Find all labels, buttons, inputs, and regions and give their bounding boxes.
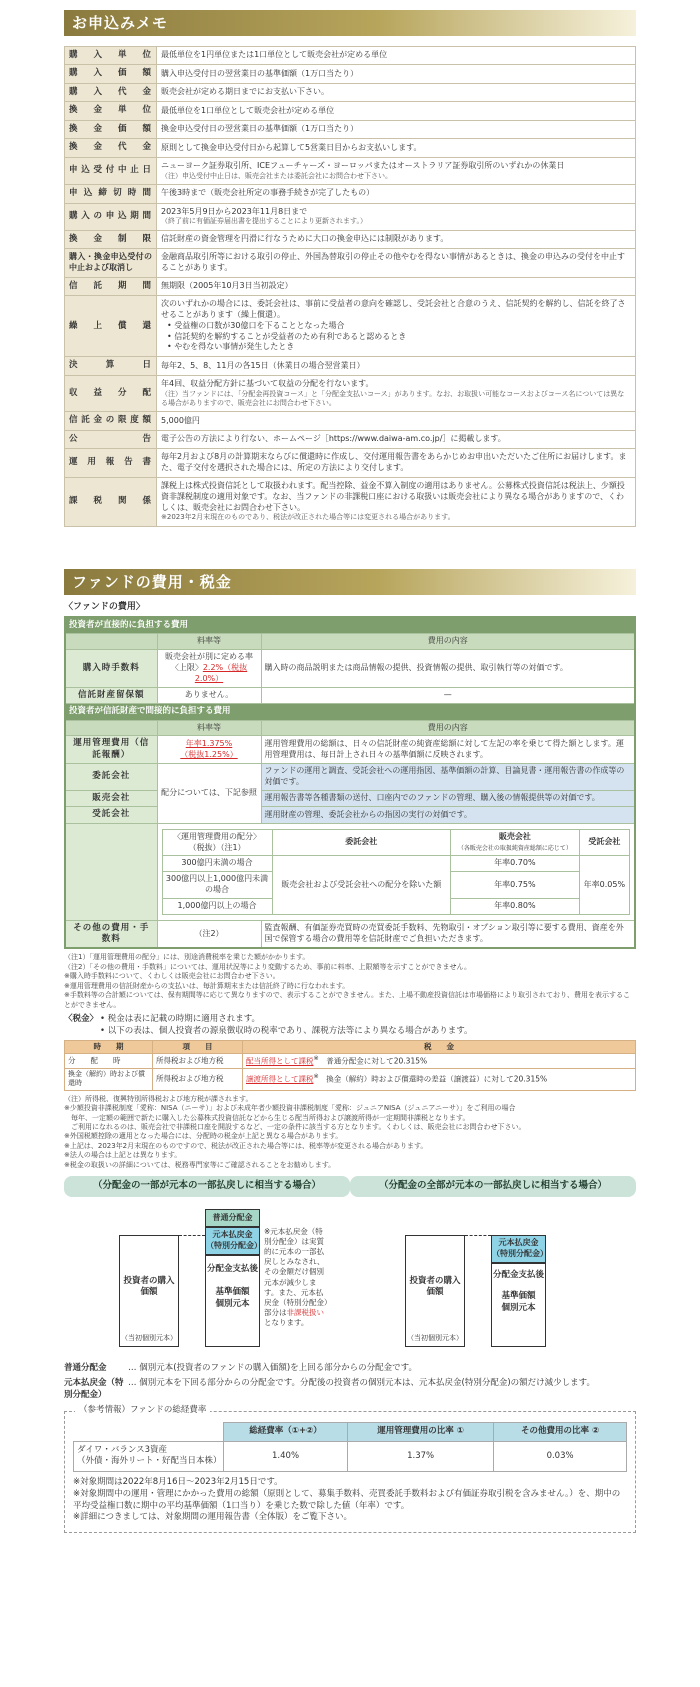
diagram-full: （分配金の全部が元本の一部払戻しに相当する場合） 投資者の購入価額 （当初個別元本） 元本払戻金（特別分配金） 分配金支払後 基準価額 個別元本: [350, 1176, 636, 1357]
fund-name: ダイワ・バランス3資産 （外債・海外リート・好配当日本株）: [74, 1441, 224, 1471]
memo-value: 金融商品取引所等における取引の停止、外国為替取引の停止その他やむを得ない事情があるときは、換金の申込みの受付を中止することがあります。: [157, 249, 636, 278]
alloc-table: [162, 829, 631, 915]
memo-value: ニューヨーク証券取引所、ICEフューチャーズ・ヨーロッパまたはオーストラリア証券取引所のいずれかの休業日 （注）申込受付中止日は、販売会社または委託会社にお問合わせ下さい。: [157, 157, 636, 184]
reserve-label: 信託財産留保額: [65, 687, 157, 703]
memo-note: （注）申込受付中止日は、販売会社または委託会社にお問合わせ下さい。: [161, 171, 392, 180]
tax-intro: 〈税金〉 • 税金は表に記載の時期に適用されます。 • 以下の表は、個人投資者の源泉徴収時の税率であり、課税方法等により異なる場合があります。: [64, 1014, 473, 1036]
alloc-trust-merged: 販売会社および受託会社への配分を除いた額: [272, 856, 451, 914]
right-refund-box: 元本払戻金（特別分配金）: [491, 1235, 546, 1263]
left-before-box: 投資者の購入価額 （当初個別元本）: [119, 1235, 179, 1347]
mgmt-content: 運用管理費用の総額は、日々の信託財産の純資産総額に対して左記の率を乗じて得た額とします。運用管理費用は、毎日計上され日々の基準価額に反映されます。: [261, 736, 635, 764]
memo-row: [65, 412, 636, 430]
reserve-content: —: [261, 687, 635, 703]
memo-row: [65, 203, 636, 230]
parties-rate: 配分については、下記参照: [157, 764, 261, 824]
memo-table: [64, 46, 636, 527]
memo-label: 課税関係: [65, 477, 157, 526]
tax-table: 時 期 項 目 税 金 分 配 時 所得税および地方税 配当所得として課税※ 普通分配金に対して20.315% 換金（解約）時および償還時 所得税および地方税 譲渡所得として課税※ 換金（解約）時および償還時の差益（譲渡益）に対して20.315%: [64, 1040, 636, 1091]
other-content: 監査報酬、有価証券売買時の売買委託手数料、先物取引・オプション取引等に要する費用、資産を外国で保管する場合の費用等を信託財産でご負担いただきます。: [261, 920, 635, 948]
memo-label: 購入価額: [65, 65, 157, 83]
memo-value: 午後3時まで（販売会社所定の事務手続きが完了したもの）: [157, 185, 636, 203]
fees-sub-label: 〈ファンドの費用〉: [64, 601, 145, 612]
memo-label: 決算日: [65, 357, 157, 375]
alloc-tier-2: 1,000億円以上の場合: [162, 898, 272, 914]
memo-bullet: • やむを得ない事情が発生したとき: [167, 342, 295, 352]
purchase-label: 購入時手数料: [65, 650, 157, 687]
memo-value: 販売会社が定める期日までにお支払い下さい。: [157, 83, 636, 101]
memo-label: 購入単位: [65, 47, 157, 65]
memo-label: 換金制限: [65, 230, 157, 248]
party-content-1: 運用報告書等各種書類の送付、口座内でのファンドの管理、購入後の情報提供等の対価です。: [261, 790, 635, 806]
memo-row: [65, 477, 636, 526]
memo-label: 換金単位: [65, 102, 157, 120]
right-before-box: 投資者の購入価額 （当初個別元本）: [405, 1235, 465, 1347]
memo-value: 年4回、収益分配方針に基づいて収益の分配を行ないます。 （注）当ファンドには、「分配金再投資コース」と「分配金支払いコース」があります。なお、お取扱い可能なコースおよびコース名については異なる場合がありますので、販売会社にお問合わせ下さい。: [157, 375, 636, 412]
distribution-definitions: 普通分配金 … 個別元本(投資者のファンドの購入価額)を上回る部分からの分配金です。 元本払戻金（特別分配金） … 個別元本を下回る部分からの分配金です。分配後の投資者の個別元本は、元本払戻金(特別分配金)の額だけ減少します。: [64, 1362, 595, 1400]
memo-bullet: • 信託契約を解約することが受益者のため有利であると認めるとき: [167, 331, 407, 341]
party-content-0: ファンドの運用と調査、受託会社への運用指図、基準価額の計算、目論見書・運用報告書の作成等の対価です。: [261, 764, 635, 791]
alloc-sales-2: 年率0.80%: [451, 898, 580, 914]
other-rate: （注2）: [157, 920, 261, 948]
memo-row: [65, 357, 636, 375]
memo-label: 購入の申込期間: [65, 203, 157, 230]
tax-when-1: 換金（解約）時および償還時: [65, 1068, 153, 1090]
tax-item-0: 所得税および地方税: [153, 1054, 243, 1069]
col-rate: 料率等: [157, 634, 261, 650]
memo-value: 毎年2、5、8、11月の各15日（休業日の場合翌営業日）: [157, 357, 636, 375]
memo-row: [65, 65, 636, 83]
memo-label: 購入代金: [65, 83, 157, 101]
alloc-sales-1: 年率0.75%: [451, 872, 580, 899]
memo-note: （終了前に有価証券届出書を提出することにより更新されます。）: [161, 217, 367, 226]
memo-label: 繰上償還: [65, 296, 157, 357]
party-label-0: 委託会社: [65, 764, 157, 791]
alloc-trustee: 年率0.05%: [579, 856, 629, 914]
memo-label: 換金代金: [65, 139, 157, 157]
memo-heading: お申込みメモ: [64, 10, 636, 36]
memo-row: [65, 83, 636, 101]
memo-row: [65, 430, 636, 448]
memo-label: 信託期間: [65, 277, 157, 295]
alloc-h4: 受託会社: [579, 829, 629, 856]
party-label-1: 販売会社: [65, 790, 157, 806]
col-content-2: 費用の内容: [261, 720, 635, 736]
memo-value: 5,000億円: [157, 412, 636, 430]
memo-value: 無期限（2005年10月3日当初設定）: [157, 277, 636, 295]
mgmt-label: 運用管理費用（信託報酬）: [65, 736, 157, 764]
memo-value: 電子公告の方法により行ない、ホームページ［https://www.daiwa-am.co.jp/］に掲載します。: [157, 430, 636, 448]
fee-table: [64, 616, 636, 950]
expense-ratio-notes: ※対象期間は2022年8月16日～2023年2月15日です。 ※対象期間中の運用・管理にかかった費用の総額（原則として、募集手数料、売買委託手数料および有価証券取引税を含みません。）を、期中の平均受益権口数に期中の平均基準価額（1口当り）を乗じた数で除した値（年率）です。 ※詳細につきましては、対象期間の運用報告書（全体版）をご覧下さい。: [73, 1476, 621, 1523]
memo-label: 換金価額: [65, 120, 157, 138]
fee-notes: （注1）「運用管理費用の配分」には、別途消費税率を乗じた額がかかります。 （注2）「その他の費用・手数料」については、運用状況等により変動するため、事前に料率、上限額等を示すことができません。 ※購入時手数料について、くわしくは販売会社にお問合わせ下さい。 ※運用管理費用の信託財産からの支払いは、毎計算期末または信託終了時に行なわれます。 ※手数料等の合計額については、保有期間等に応じて異なりますので、表示することができません。また、上場不動産投資信託は市場価格により取引されており、費用を表示することができません。: [64, 953, 631, 1009]
memo-label: 運用報告書: [65, 449, 157, 478]
diagram-partial: （分配金の一部が元本の一部払戻しに相当する場合） 投資者の購入価額 （当初個別元本） 普通分配金 元本払戻金（特別分配金） 分配金支払後 基準価額 個別元本 ※元本払戻金（特別分配金）は実質的に元本の一部払戻しとみなされ、その金額だけ個別元本が減少します。また、元本払戻金（特別分配金）部分は非課税扱いとなります。: [64, 1176, 350, 1357]
right-after-box: 分配金支払後 基準価額 個別元本: [491, 1263, 546, 1347]
memo-row: [65, 120, 636, 138]
left-ordinary-box: 普通分配金: [205, 1209, 260, 1227]
tax-desc-1: 譲渡所得として課税※ 換金（解約）時および償還時の差益（譲渡益）に対して20.315%: [243, 1068, 636, 1090]
memo-value: 最低単位を1円単位または1口単位として販売会社が定める単位: [157, 47, 636, 65]
col-content: 費用の内容: [261, 634, 635, 650]
memo-row: [65, 277, 636, 295]
memo-value: 最低単位を1口単位として販売会社が定める単位: [157, 102, 636, 120]
party-content-2: 運用財産の管理、委託会社からの指図の実行の対価です。: [261, 807, 635, 823]
alloc-tier-0: 300億円未満の場合: [162, 856, 272, 872]
memo-note: （注）当ファンドには、「分配金再投資コース」と「分配金支払いコース」があります。なお、お取扱い可能なコースおよびコース名については異なる場合がありますので、販売会社にお問合わせ下さい。: [161, 389, 625, 407]
memo-value: 課税上は株式投資信託として取扱われます。配当控除、益金不算入制度の適用はありません。公募株式投資信託は税法上、少額投資非課税制度の適用対象です。なお、当ファンドの非課税口座における取扱いは販売会社により異なる場合がありますので、くわしくは、販売会社にお問合わせ下さい。 ※2023年2月末現在のものであり、税法が改正された場合等には変更される場合があります。: [157, 477, 636, 526]
tax-desc-0: 配当所得として課税※ 普通分配金に対して20.315%: [243, 1054, 636, 1069]
memo-value: 購入申込受付日の翌営業日の基準価額（1万口当たり）: [157, 65, 636, 83]
memo-label: 購入・換金申込受付の中止および取消し: [65, 249, 157, 278]
memo-value: 換金申込受付日の翌営業日の基準価額（1万口当たり）: [157, 120, 636, 138]
memo-value: 毎年2月および8月の計算期末ならびに償還時に作成し、交付運用報告書をあらかじめお申出いただいたご住所にお届けします。また、電子交付を選択された場合には、所定の方法により交付します。: [157, 449, 636, 478]
purchase-rate-red: 2.2%（税抜2.0%）: [194, 662, 248, 683]
expense-ratio-box: （参考情報）ファンドの総経費率 総経費率（①+②） 運用管理費用の比率 ① その他費用の比率 ② ダイワ・バランス3資産 （外債・海外リート・好配当日本株） 1.40% 1.37% 0.03% ※対象期間は2022年8月16日～2023年2月15日です。 ※対象期間中の運用・管理にかかった費用の総額（原則として、募集手数料、売買委託手数料および有価証券取引税を含みません。）を、期中の平均受益権口数に期中の平均基準価額（1口当り）を乗じた数で除した値（年率）です。 ※詳細につきましては、対象期間の運用報告書（全体版）をご覧下さい。: [64, 1411, 636, 1533]
memo-label: 公告: [65, 430, 157, 448]
col-rate-2: 料率等: [157, 720, 261, 736]
mgmt-rate: 年率1.375% （税抜1.25%）: [157, 736, 261, 764]
memo-value: 原則として換金申込受付日から起算して5営業日目からお支払いします。: [157, 139, 636, 157]
alloc-h1: 〈運用管理費用の配分〉 （税抜）（注1）: [162, 829, 272, 856]
memo-row: [65, 230, 636, 248]
memo-bullet: • 受益権の口数が30億口を下ることとなった場合: [167, 320, 345, 330]
memo-value: 信託財産の資金管理を円滑に行なうために大口の換金申込には制限があります。: [157, 230, 636, 248]
memo-row: [65, 139, 636, 157]
memo-row: [65, 157, 636, 184]
left-side-note: ※元本払戻金（特別分配金）は実質的に元本の一部払戻しとみなされ、その金額だけ個別元本が減少します。また、元本払戻金（特別分配金）部分は非課税扱いとなります。: [264, 1226, 328, 1328]
fees-heading: ファンドの費用・税金: [64, 569, 636, 595]
memo-note: ※2023年2月末現在のものであり、税法が改正された場合等には変更される場合があります。: [161, 513, 455, 522]
memo-row: [65, 449, 636, 478]
expense-ratio-table: 総経費率（①+②） 運用管理費用の比率 ① その他費用の比率 ② ダイワ・バランス3資産 （外債・海外リート・好配当日本株） 1.40% 1.37% 0.03%: [73, 1422, 627, 1471]
tax-when-0: 分 配 時: [65, 1054, 153, 1069]
memo-row: [65, 249, 636, 278]
memo-label: 信託金の限度額: [65, 412, 157, 430]
memo-row: [65, 47, 636, 65]
alloc-tier-1: 300億円以上1,000億円未満の場合: [162, 872, 272, 899]
left-after-box: 分配金支払後 基準価額 個別元本: [205, 1255, 260, 1347]
indirect-bar: 投資者が信託財産で間接的に負担する費用: [65, 704, 635, 720]
alloc-sales-0: 年率0.70%: [451, 856, 580, 872]
purchase-rate: 販売会社が別に定める率 〈上限〉2.2%（税抜2.0%）: [157, 650, 261, 687]
other-ratio: 0.03%: [494, 1441, 627, 1471]
alloc-h3: 販売会社 （各販売会社の取扱純資産総額に応じて）: [451, 829, 580, 856]
memo-label: 申込受付中止日: [65, 157, 157, 184]
memo-value: 2023年5月9日から2023年11月8日まで （終了前に有価証券届出書を提出することにより更新されます。）: [157, 203, 636, 230]
reserve-rate: ありません。: [157, 687, 261, 703]
purchase-content: 購入時の商品説明または商品情報の提供、投資情報の提供、取引執行等の対価です。: [261, 650, 635, 687]
distribution-diagrams: [64, 1176, 636, 1357]
total-ratio: 1.40%: [224, 1441, 348, 1471]
memo-value: 次のいずれかの場合には、委託会社は、事前に受益者の意向を確認し、受託会社と合意のうえ、信託契約を解約し、信託を終了させることがあります（繰上償還）。 • 受益権の口数が30億口を下ることとなった場合 • 信託契約を解約することが受益者のため有利であると認めるとき • やむを得ない事情が発生したとき: [157, 296, 636, 357]
left-refund-box: 元本払戻金（特別分配金）: [205, 1227, 260, 1255]
party-label-2: 受託会社: [65, 807, 157, 823]
memo-row: [65, 102, 636, 120]
memo-label: 申込締切時間: [65, 185, 157, 203]
memo-row: [65, 375, 636, 412]
tax-item-1: 所得税および地方税: [153, 1068, 243, 1090]
mgmt-ratio: 1.37%: [348, 1441, 494, 1471]
memo-label: 収益分配: [65, 375, 157, 412]
other-label: その他の費用・手数料: [65, 920, 157, 948]
tax-notes: （注）所得税、復興特別所得税および地方税が課されます。 ※少額投資非課税制度「愛称：NISA（ニーサ）」および未成年者少額投資非課税制度「愛称：ジュニアNISA（ジュニアニーサ）」をご利用の場合 毎年、一定額の範囲で新たに購入した公募株式投資信託などから生じる配当所得および譲渡所得が一定期間非課税となります。 ご利用になれるのは、販売会社で非課税口座を開設するなど、一定の条件に該当する方となります。くわしくは、販売会社にお問合わせ下さい。 ※外国税額控除の適用となった場合には、分配時の税金が上記と異なる場合があります。 ※上記は、2023年2月末現在のものですので、税法が改正された場合等には、税率等が変更される場合があります。 ※法人の場合は上記とは異なります。 ※税金の取扱いの詳細については、税務専門家等にご確認されることをお勧めします。: [64, 1094, 526, 1169]
alloc-h2: 委託会社: [272, 829, 451, 856]
direct-bar: 投資者が直接的に負担する費用: [65, 617, 635, 634]
memo-row: [65, 296, 636, 357]
memo-row: [65, 185, 636, 203]
